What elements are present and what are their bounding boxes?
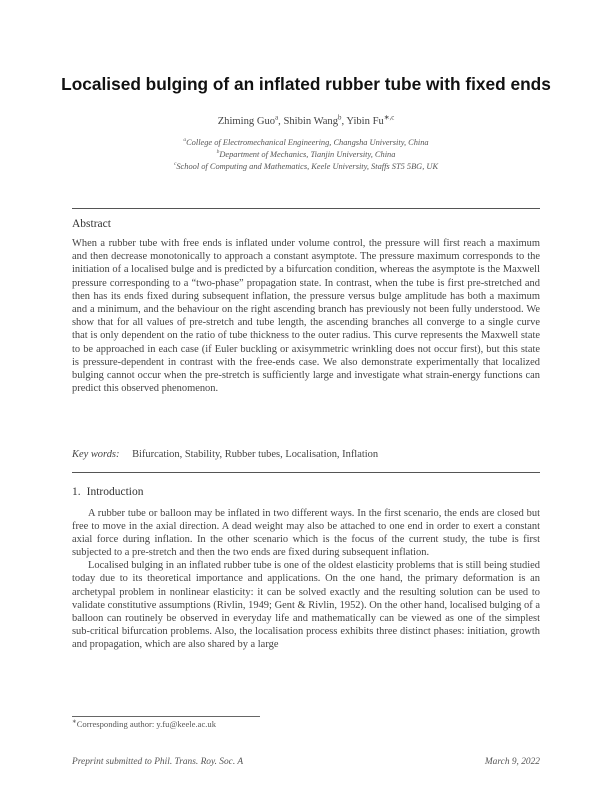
footer-date: March 9, 2022 xyxy=(484,757,540,767)
affiliation: $^c$School of Computing and Mathematics, Keele University, Staffs ST5 5BG, UK xyxy=(173,161,439,171)
footnote xyxy=(72,719,216,729)
author-list: Zhiming Guo$^a$, Shibin Wang$^b$, Yibin $Fu^{∗,c}$ xyxy=(217,114,395,127)
affiliation: $^a$College of Electromechanical Engineering, Changsha University, China xyxy=(183,137,429,147)
divider-top xyxy=(72,208,540,209)
footnote-mark: ∗ xyxy=(72,719,77,726)
keywords xyxy=(72,449,540,460)
section-title: Introduction xyxy=(86,486,144,498)
keywords-label: Key words: xyxy=(72,449,120,460)
author: Yibin $Fu^{∗,c}$ xyxy=(346,114,395,127)
author: Zhiming Guo$^a$ xyxy=(217,114,279,127)
footer-preprint-note: Preprint submitted to Phil. Trans. Roy. Soc. A xyxy=(72,757,244,767)
abstract-heading: Abstract xyxy=(72,218,111,230)
paragraph: A rubber tube or balloon may be inflated in two different ways. In the first scenario, the ends are closed but free to move in the axial direction. A dead weight may also be attached to one end in order to exert a constant axial force during inflation. In the other scenario which is the focus of the current study, the tube is first subjected to a pre-stretch and then the two ends are fixed during subsequent inflation. xyxy=(72,508,540,559)
section-number: 1. xyxy=(72,486,81,498)
abstract-text: When a rubber tube with free ends is inflated under volume control, the pressure will first reach a maximum and then decrease monotonically to approach a constant asymptote. The pressure maximum corresponds to the initiation of a localised bulge and is predicted by a bifurcation condition, whereas the asymptote is the Maxwell pressure corresponding to a “two-phase” propagation state. In contrast, when the tube is first pre-stretched and then has its ends fixed during subsequent inflation, the pressure versus bulge amplitude has both a maximum and a minimum, and the behaviour on the right ascending branch has previously not been fully understood. We show that for all values of pre-stretch and tube length, the ascending branches all converge to a single curve that is only dependent on the ratio of tube thickness to the outer radius. This curve represents the Maxwell state to be approached in each case (if Euler buckling or axisymmetric wrinkling does not occur first), but this state is pressure-dependent in contrast with the free-ends case. We also demonstrate experimentally that localized bulging cannot occur when the pre-stretch is sufficiently large and investigate what strain-energy functions can predict this observed phenomenon. xyxy=(72,238,540,395)
affiliation: $^b$Department of Mechanics, Tianjin University, China xyxy=(216,149,396,159)
keywords-text: Bifurcation, Stability, Rubber tubes, Localisation, Inflation xyxy=(132,449,379,460)
section-body xyxy=(72,507,540,651)
author: Shibin Wang$^b$ xyxy=(283,114,342,127)
section-heading xyxy=(72,486,143,498)
footnote-text: Corresponding author: y.fu@keele.ac.uk xyxy=(76,719,217,729)
footnote-divider xyxy=(72,716,260,717)
divider-bottom xyxy=(72,472,540,473)
paragraph: Localised bulging in an inflated rubber tube is one of the oldest elasticity problems that is still being studied today due to its theoretical importance and applications. On the one hand, the primary deformation is an archetypal problem in nonlinear elasticity: it can be solved exactly and the resulting solution can be used to validate constitutive assumptions (Rivlin, 1949; Gent & Rivlin, 1952). On the other hand, localised bulging of a balloon can routinely be observed in everyday life and mathematically can be viewed as one of the simplest sub-critical bifurcation problems. Also, the localisation process exhibits three distinct phases: initiation, growth and propagation, which are also shared by a large xyxy=(72,560,540,650)
paper-title: Localised bulging of an inflated rubber tube with fixed ends xyxy=(61,74,551,94)
affiliation-list xyxy=(40,137,572,173)
